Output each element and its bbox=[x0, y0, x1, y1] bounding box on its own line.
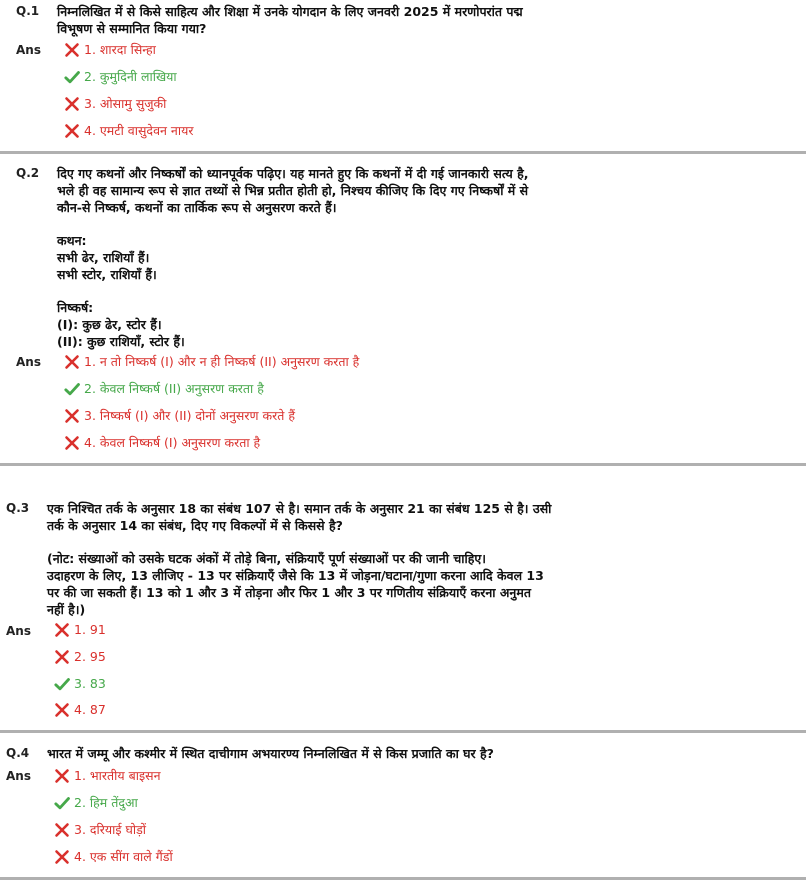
statements-heading: कथन: bbox=[57, 233, 87, 248]
option-label: 4. 87 bbox=[74, 702, 106, 717]
question-number: Q.3 bbox=[6, 501, 30, 515]
option-label: 3. ओसामु सुजुकी bbox=[84, 96, 167, 111]
statement: सभी स्टोर, राशियाँ हैं। bbox=[57, 267, 157, 282]
cross-icon bbox=[64, 435, 80, 451]
option-label: 1. न तो निष्कर्ष (I) और न ही निष्कर्ष (II) अनुसरण करता है bbox=[84, 354, 360, 369]
note-line: उदाहरण के लिए, 13 लीजिए - 13 पर संक्रियाएँ जैसे कि 13 में जोड़ना/घटाना/गुणा करना आदि केवल 13 bbox=[47, 568, 544, 583]
question-line: कौन-से निष्कर्ष, कथनों का तार्किक रूप से अनुसरण करते हैं। bbox=[57, 200, 337, 215]
option-2[interactable] bbox=[64, 379, 264, 399]
option-3[interactable] bbox=[54, 820, 146, 840]
cross-icon bbox=[64, 123, 80, 139]
option-label: 1. भारतीय बाइसन bbox=[74, 768, 161, 783]
question-number: Q.2 bbox=[16, 166, 40, 180]
option-label: 2. केवल निष्कर्ष (II) अनुसरण करता है bbox=[84, 381, 264, 396]
answer-label: Ans bbox=[16, 355, 41, 369]
cross-icon bbox=[54, 849, 70, 865]
option-2[interactable] bbox=[54, 793, 138, 813]
question-line: एक निश्चित तर्क के अनुसार 18 का संबंध 107 से है। समान तर्क के अनुसार 21 का संबंध 125 से है। उसी bbox=[47, 501, 552, 516]
option-1[interactable] bbox=[54, 766, 161, 786]
option-label: 2. 95 bbox=[74, 649, 106, 664]
check-icon bbox=[54, 795, 70, 811]
cross-icon bbox=[54, 622, 70, 638]
cross-icon bbox=[54, 649, 70, 665]
answer-label: Ans bbox=[6, 624, 31, 638]
question-number: Q.4 bbox=[6, 746, 30, 760]
question-line: निम्नलिखित में से किसे साहित्य और शिक्षा में उनके योगदान के लिए जनवरी 2025 में मरणोपरांत पद्म bbox=[57, 4, 523, 19]
conclusions-heading: निष्कर्ष: bbox=[57, 300, 94, 315]
option-3[interactable] bbox=[54, 674, 106, 694]
option-label: 2. कुमुदिनी लाखिया bbox=[84, 69, 177, 84]
cross-icon bbox=[64, 408, 80, 424]
note-line: (नोट: संख्याओं को उसके घटक अंकों में तोड़े बिना, संक्रियाएँ पूर्ण संख्याओं पर की जानी चाहिए। bbox=[47, 551, 487, 566]
option-3[interactable] bbox=[64, 406, 295, 426]
question-line: दिए गए कथनों और निष्कर्षों को ध्यानपूर्वक पढ़िए। यह मानते हुए कि कथनों में दी गई जानकारी सत्य है, bbox=[57, 166, 529, 181]
question-text bbox=[47, 500, 797, 618]
question-line: भले ही वह सामान्य रूप से ज्ञात तथ्यों से भिन्न प्रतीत होती हो, निश्चय कीजिए कि दिए गए निष्कर्षों में से bbox=[57, 183, 529, 198]
option-label: 4. एक सींग वाले गैंडों bbox=[74, 849, 173, 864]
question-text bbox=[47, 745, 797, 762]
option-4[interactable] bbox=[54, 847, 173, 867]
cross-icon bbox=[54, 822, 70, 838]
check-icon bbox=[64, 69, 80, 85]
conclusion: (I): कुछ ढेर, स्टोर हैं। bbox=[57, 317, 162, 332]
cross-icon bbox=[54, 702, 70, 718]
option-label: 1. 91 bbox=[74, 622, 106, 637]
option-label: 3. 83 bbox=[74, 676, 106, 691]
statement: सभी ढेर, राशियाँ हैं। bbox=[57, 250, 150, 265]
conclusion: (II): कुछ राशियाँ, स्टोर हैं। bbox=[57, 334, 185, 349]
option-label: 3. दरियाई घोड़ों bbox=[74, 822, 147, 837]
cross-icon bbox=[64, 42, 80, 58]
question-text bbox=[57, 3, 797, 37]
note-line: पर की जा सकती हैं। 13 को 1 और 3 में तोड़ना और फिर 1 और 3 पर गणितीय संक्रियाएँ करना अनुमत bbox=[47, 585, 531, 600]
question-number: Q.1 bbox=[16, 4, 40, 18]
option-1[interactable] bbox=[64, 352, 359, 372]
cross-icon bbox=[54, 768, 70, 784]
option-3[interactable] bbox=[64, 94, 166, 114]
separator bbox=[0, 463, 806, 466]
option-4[interactable] bbox=[54, 700, 106, 720]
option-label: 2. हिम तेंदुआ bbox=[74, 795, 138, 810]
option-2[interactable] bbox=[64, 67, 177, 87]
option-4[interactable] bbox=[64, 121, 193, 141]
question-line: विभूषण से सम्मानित किया गया? bbox=[57, 21, 207, 36]
option-label: 4. केवल निष्कर्ष (I) अनुसरण करता है bbox=[84, 435, 261, 450]
option-1[interactable] bbox=[54, 620, 106, 640]
question-text bbox=[57, 165, 797, 350]
question-line: तर्क के अनुसार 14 का संबंध, दिए गए विकल्पों में से किससे है? bbox=[47, 518, 343, 533]
check-icon bbox=[54, 676, 70, 692]
separator bbox=[0, 877, 806, 880]
cross-icon bbox=[64, 354, 80, 370]
cross-icon bbox=[64, 96, 80, 112]
option-4[interactable] bbox=[64, 433, 260, 453]
check-icon bbox=[64, 381, 80, 397]
option-label: 4. एमटी वासुदेवन नायर bbox=[84, 123, 194, 138]
option-1[interactable] bbox=[64, 40, 156, 60]
answer-label: Ans bbox=[16, 43, 41, 57]
separator bbox=[0, 151, 806, 154]
note-line: नहीं है।) bbox=[47, 602, 86, 617]
option-2[interactable] bbox=[54, 647, 106, 667]
separator bbox=[0, 730, 806, 733]
option-label: 3. निष्कर्ष (I) और (II) दोनों अनुसरण करते हैं bbox=[84, 408, 295, 423]
question-line: भारत में जम्मू और कश्मीर में स्थित दाचीगाम अभयारण्य निम्नलिखित में से किस प्रजाति का घर है? bbox=[47, 746, 494, 761]
option-label: 1. शारदा सिन्हा bbox=[84, 42, 156, 57]
answer-label: Ans bbox=[6, 769, 31, 783]
